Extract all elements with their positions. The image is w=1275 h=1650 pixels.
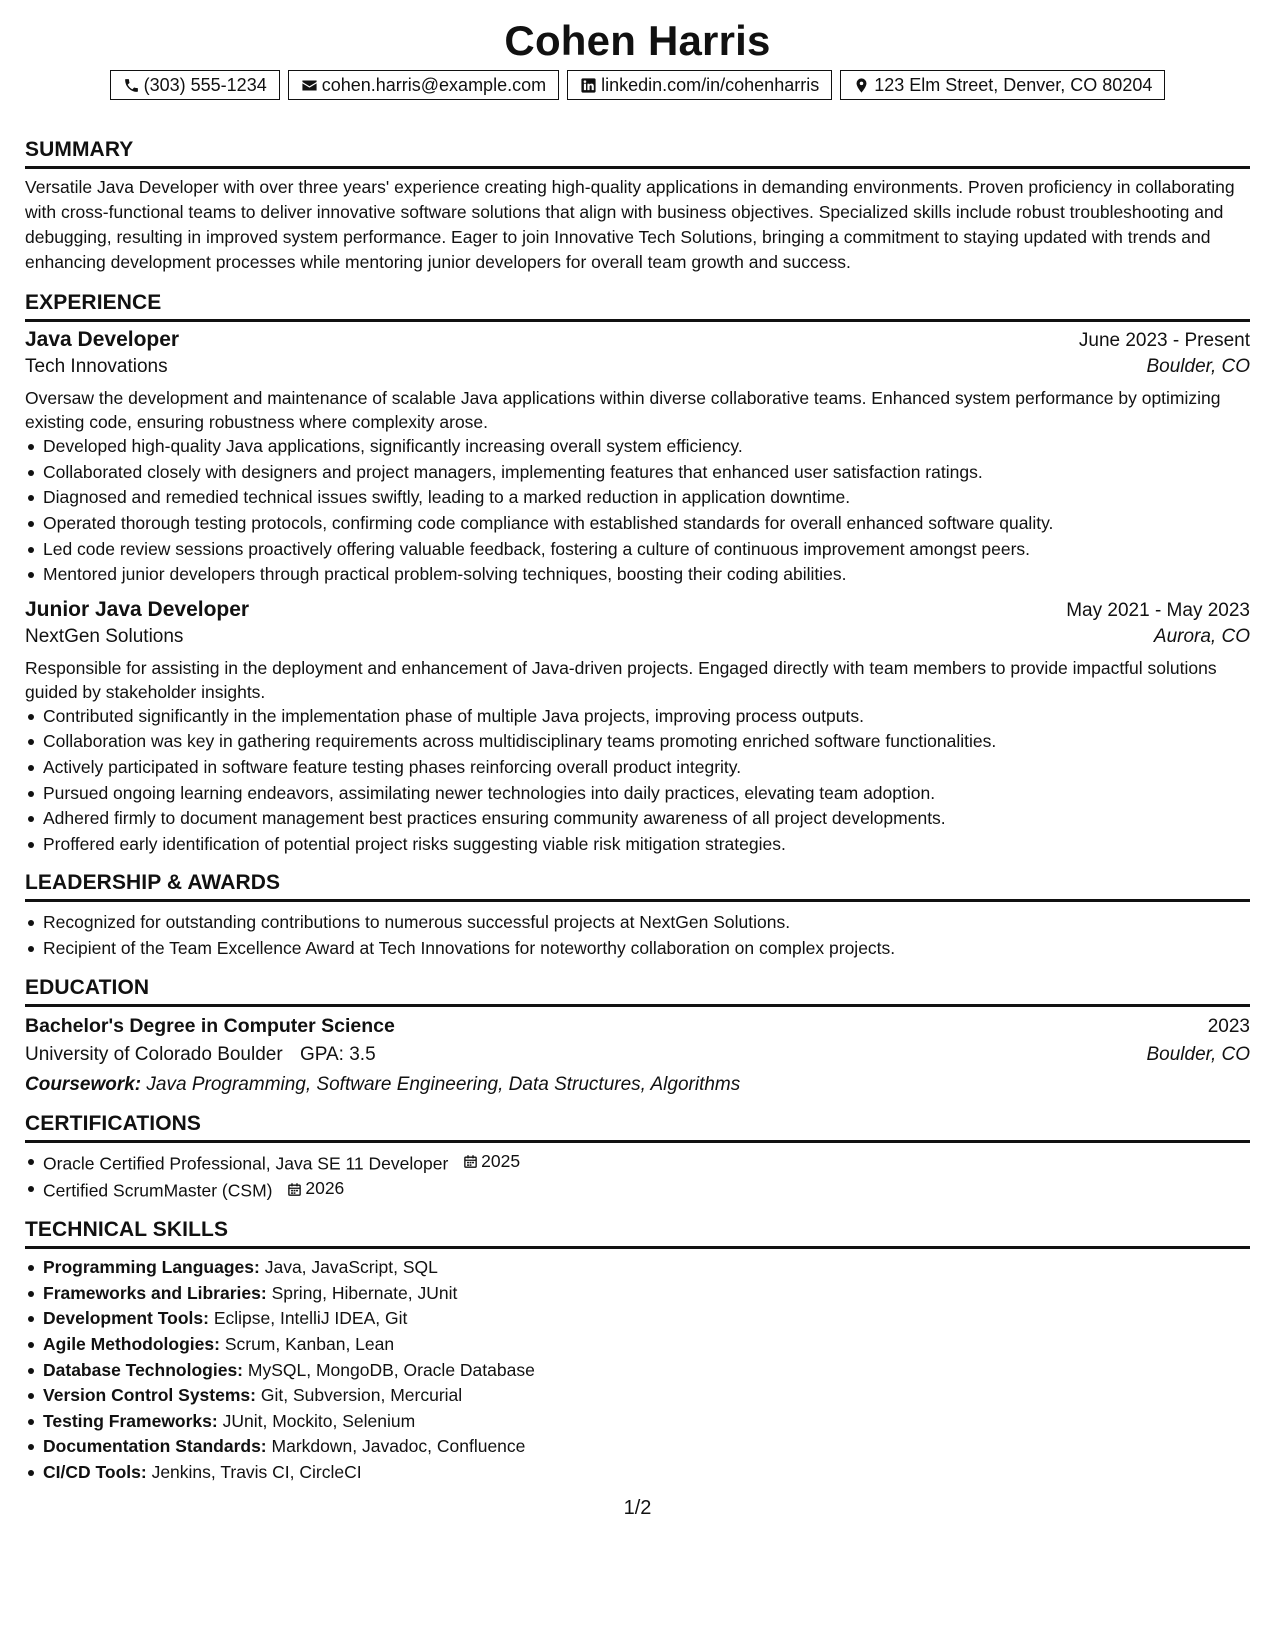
contact-linkedin[interactable] [567,70,832,100]
job-title: Java Developer [25,328,180,352]
section-title: SUMMARY [25,138,1250,169]
job-entry [25,328,1250,588]
skill-label: Version Control Systems: [43,1385,256,1406]
job-subheader [25,356,1250,378]
skill-value: MySQL, MongoDB, Oracle Database [247,1359,535,1380]
cert-name: Oracle Certified Professional, Java SE 11 Developer [43,1152,449,1173]
skill-value: Markdown, Javadoc, Confluence [271,1436,526,1457]
section-title: TECHNICAL SKILLS [25,1218,1250,1249]
school-name: University of Colorado Boulder [25,1043,283,1065]
contact-row [25,70,1250,100]
candidate-name: Cohen Harris [504,17,771,64]
list-item: Led code review sessions proactively offering valuable feedback, fostering a culture of continuous improvement amongst peers. [25,537,1250,563]
list-item [25,1460,1250,1486]
list-item: Recognized for outstanding contributions to numerous successful projects at NextGen Solutions. [25,910,1250,936]
skill-label: Testing Frameworks: [43,1410,218,1431]
job-date: May 2021 - May 2023 [1066,599,1250,621]
list-item [25,1149,1250,1177]
list-item [25,1306,1250,1332]
list-item [25,1332,1250,1358]
job-company: Tech Innovations [25,356,168,378]
section-title: CERTIFICATIONS [25,1112,1250,1143]
skill-value: Git, Subversion, Mercurial [260,1385,463,1406]
skill-value: Spring, Hibernate, JUnit [271,1282,458,1303]
summary-text: Versatile Java Developer with over three years' experience creating high-quality applications in demanding environments. Proven proficiency in collaborating with cross-functional teams to deliver innovative software solutions that align with business objectives. Specialized skills include robust troubleshooting and debugging, resulting in improved system performance. Eager to join Innovative Tech Solutions, bringing a commitment to staying updated with trends and enhancing development processes while mentoring junior developers for overall team growth and success. [25,177,1235,273]
gpa: GPA: 3.5 [299,1043,376,1065]
skill-value: Scrum, Kanban, Lean [224,1334,395,1355]
education-section [25,976,1250,1096]
graduation-year: 2023 [1207,1015,1250,1037]
list-item: Adhered firmly to document management best practices ensuring community awareness of all project developments. [25,806,1250,832]
section-title: LEADERSHIP & AWARDS [25,871,1250,902]
skill-label: Documentation Standards: [43,1436,267,1457]
phone-icon [123,77,140,94]
job-location: Boulder, CO [1146,356,1250,378]
certifications-list [25,1149,1250,1205]
job-title: Junior Java Developer [25,597,250,621]
job-bullets [25,434,1250,588]
section-title: EXPERIENCE [25,291,1250,322]
job-description: Responsible for assisting in the deployment and enhancement of Java-driven projects. Engaged directly with team members to provide impactful solutions guided by stakeholder insights. [25,657,1217,702]
cert-date [463,1149,520,1175]
calendar-icon [463,1154,478,1169]
contact-email[interactable] [288,70,559,100]
skill-value: JUnit, Mockito, Selenium [222,1410,416,1431]
skills-section [25,1218,1250,1485]
cert-year: 2025 [481,1150,521,1171]
linkedin-icon [580,77,597,94]
job-company: NextGen Solutions [25,625,184,647]
skill-value: Java, JavaScript, SQL [264,1257,438,1278]
page-number: 1/2 [623,1497,652,1519]
list-item: Proffered early identification of potential project risks suggesting viable risk mitigation strategies. [25,832,1250,858]
education-header [25,1015,1250,1038]
degree: Bachelor's Degree in Computer Science [25,1014,395,1037]
cert-year: 2026 [305,1178,345,1199]
list-item: Recipient of the Team Excellence Award at Tech Innovations for noteworthy collaboration on complex projects. [25,936,1250,962]
list-item: Collaboration was key in gathering requirements across multidisciplinary teams promoting enriched software functionalities. [25,729,1250,755]
list-item [25,1434,1250,1460]
school-line [25,1044,376,1066]
leadership-list [25,910,1250,961]
contact-phone-text: (303) 555-1234 [143,75,267,96]
resume-page [25,18,1250,1486]
skill-label: CI/CD Tools: [43,1462,147,1483]
envelope-icon [301,77,318,94]
contact-address [840,70,1165,100]
list-item [25,1409,1250,1435]
skill-label: Agile Methodologies: [43,1334,220,1355]
list-item: Pursued ongoing learning endeavors, assimilating newer technologies into daily practices, elevating team adoption. [25,781,1250,807]
list-item: Developed high-quality Java applications, significantly increasing overall system efficiency. [25,434,1250,460]
map-pin-icon [853,77,870,94]
certifications-section [25,1112,1250,1205]
skill-label: Frameworks and Libraries: [43,1282,267,1303]
skill-label: Development Tools: [43,1308,209,1329]
contact-linkedin-text[interactable]: linkedin.com/in/cohenharris [601,75,820,96]
job-bullets [25,704,1250,858]
skill-value: Eclipse, IntelliJ IDEA, Git [213,1308,408,1329]
leadership-section [25,871,1250,961]
coursework-label: Coursework: [25,1073,142,1095]
education-subheader [25,1044,1250,1066]
list-item: Collaborated closely with designers and project managers, implementing features that enhanced user satisfaction ratings. [25,460,1250,486]
skills-list [25,1255,1250,1485]
list-item [25,1281,1250,1307]
summary-section [25,138,1250,275]
list-item: Actively participated in software feature testing phases reinforcing overall product integrity. [25,755,1250,781]
skill-value: Jenkins, Travis CI, CircleCI [151,1462,362,1483]
contact-phone [110,70,280,100]
job-date: June 2023 - Present [1078,330,1250,352]
job-header [25,328,1250,352]
list-item: Operated thorough testing protocols, confirming code compliance with established standards for overall enhanced software quality. [25,511,1250,537]
list-item: Mentored junior developers through practical problem-solving techniques, boosting their coding abilities. [25,562,1250,588]
job-entry [25,598,1250,858]
job-header [25,598,1250,622]
contact-email-text[interactable]: cohen.harris@example.com [321,75,547,96]
job-subheader [25,626,1250,648]
list-item: Diagnosed and remedied technical issues swiftly, leading to a marked reduction in application downtime. [25,485,1250,511]
skill-label: Programming Languages: [43,1257,260,1278]
contact-address-text: 123 Elm Street, Denver, CO 80204 [874,75,1153,96]
calendar-icon [287,1182,302,1197]
coursework [25,1074,1250,1096]
list-item [25,1383,1250,1409]
school-location: Boulder, CO [1146,1043,1250,1065]
list-item [25,1255,1250,1281]
job-description: Oversaw the development and maintenance of scalable Java applications within diverse collaborative teams. Enhanced system performance by optimizing existing code, ensuring robustness where complexity arose. [25,388,1221,433]
cert-date [287,1176,344,1202]
list-item [25,1176,1250,1204]
list-item [25,1358,1250,1384]
coursework-list: Java Programming, Software Engineering, Data Structures, Algorithms [146,1073,741,1095]
skill-label: Database Technologies: [43,1359,244,1380]
list-item: Contributed significantly in the implementation phase of multiple Java projects, improving process outputs. [25,704,1250,730]
section-title: EDUCATION [25,976,1250,1007]
experience-section [25,291,1250,857]
job-location: Aurora, CO [1153,625,1250,647]
cert-name: Certified ScrumMaster (CSM) [43,1180,273,1201]
